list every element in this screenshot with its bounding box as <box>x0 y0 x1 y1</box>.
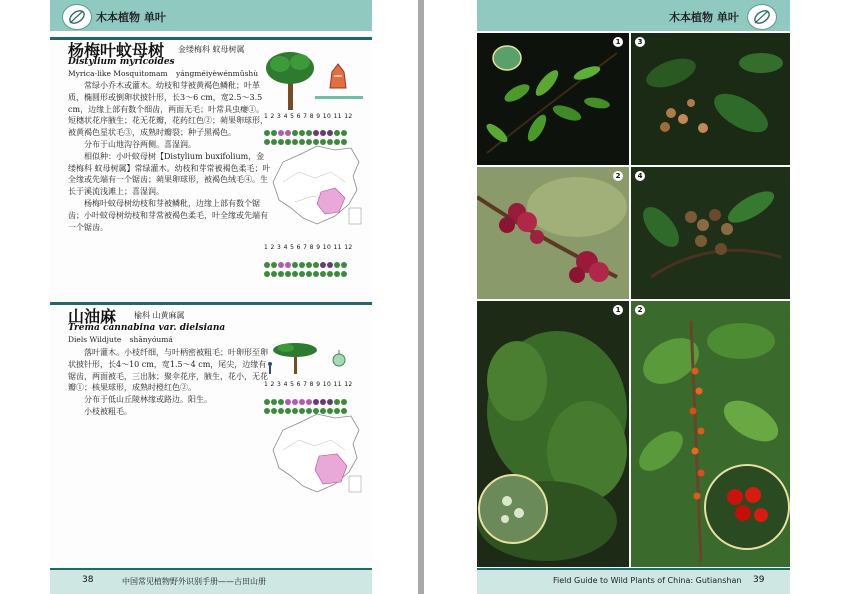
photo-number-label: 1 <box>613 37 623 47</box>
month-numbers: 1 2 3 4 5 6 7 8 9 10 11 12 <box>264 381 353 388</box>
species-latin-name: Distylium myricoides <box>68 57 175 67</box>
photo-number-label: 2 <box>635 305 645 315</box>
photo-number-label: 3 <box>635 37 645 47</box>
pinyin: yángméiyèwénmǔshù <box>175 69 259 78</box>
similar-flowering-row <box>264 253 348 261</box>
similar-fruiting-row <box>264 262 348 270</box>
left-page <box>50 0 372 594</box>
leaf-badge-icon <box>747 4 777 30</box>
description-paragraph: 小枝被粗毛。 <box>84 406 132 416</box>
distribution-map <box>265 410 365 496</box>
fruiting-months-row <box>264 399 348 407</box>
footer-text: 中国常见植物野外识别手册——古田山册 <box>122 577 266 586</box>
page-header <box>50 0 372 31</box>
footer-text: Field Guide to Wild Plants of China: Gutianshan <box>553 576 742 585</box>
species-description <box>68 347 271 418</box>
description-paragraph: 落叶灌木。小枝纤细，与叶柄密被粗毛；叶卵形至卵状披针形，长4～10 cm，宽1.5～4 cm，尾尖，边缘有锯齿，两面被毛，三出脉；聚伞花序，腋生，花小，无花瓣①；核果球形，成熟时橙红色②。 <box>68 348 268 393</box>
description-paragraph: 分布于山地沟谷两侧。喜湿润。 <box>84 139 196 149</box>
photo-number-label: 2 <box>613 171 623 181</box>
shrub-habit-icon <box>264 340 320 376</box>
species-english-name <box>68 69 258 78</box>
pinyin: shānyóumá <box>129 335 173 344</box>
photo-leafy-branch <box>477 33 629 165</box>
fruit-icon <box>331 348 347 368</box>
species-latin-name: Trema cannabina var. dielsiana <box>68 323 226 333</box>
english-name: Myrica-like Mosquitomam <box>68 69 168 78</box>
photo-number-label: 1 <box>613 305 623 315</box>
fruit-capsule-icon <box>328 62 348 90</box>
species-family: 榆科 山黄麻属 <box>134 311 185 320</box>
month-numbers: 1 2 3 4 5 6 7 8 9 10 11 12 <box>264 113 353 120</box>
photo-number-label: 4 <box>635 171 645 181</box>
leaf-badge-icon <box>62 4 92 30</box>
species-family: 金缕梅科 蚊母树属 <box>178 45 245 54</box>
species-title: 山油麻 <box>68 307 117 326</box>
species-title: 杨梅叶蚊母树 <box>68 41 165 60</box>
photo-brown-fruits <box>631 167 790 299</box>
page-header <box>477 0 790 31</box>
photo-shrub-habit <box>477 301 629 567</box>
species-description <box>68 80 271 233</box>
description-paragraph: 常绿小乔木或灌木。幼枝和芽被黄褐色鳞秕；叶革质，椭圆形或倒卵状披针形，长3～6 cm，宽2.5～3.5 cm，边缘上部有数个细齿，两面无毛；叶常具虫瘿①。短穗状花序腋生；花无花瓣，花药红色②；蒴果卵球形，被黄褐色星状毛③，成熟时瓣裂；种子黑褐色。 <box>68 81 268 138</box>
description-paragraph: 分布于低山丘陵林缘或路边。阳生。 <box>84 395 212 405</box>
description-paragraph: 相似种：小叶蚊母树【Distylium buxifolium，金缕梅科 蚊母树属】常绿灌木。幼枝和芽常被褐色柔毛；叶全缘或先端有一个锯齿；蒴果卵球形，被褐色绒毛④。生长于溪流浅滩上；喜湿润。 <box>68 151 271 197</box>
species-english-name <box>68 335 173 344</box>
english-name: Diels Wildjute <box>68 335 122 344</box>
tree-habit-icon <box>262 44 322 112</box>
photo-red-flowers <box>477 167 629 299</box>
distribution-map <box>265 142 365 228</box>
header-title: 木本植物 单叶 <box>96 11 166 24</box>
page-number: 39 <box>753 575 765 585</box>
photo-fruit-capsules <box>631 33 790 165</box>
page-number: 38 <box>82 575 94 585</box>
color-bar <box>315 96 363 99</box>
flowering-months-row <box>264 121 348 129</box>
fruiting-months-row <box>264 130 348 138</box>
description-paragraph: 杨梅叶蚊母树幼枝和芽被鳞秕，边缘上部有数个锯齿；小叶蚊母树幼枝和芽常被褐色柔毛，叶全缘或先端有一个锯齿。 <box>68 198 268 232</box>
photo-orange-fruits <box>631 301 790 567</box>
month-numbers-similar: 1 2 3 4 5 6 7 8 9 10 11 12 <box>264 244 353 251</box>
right-page <box>477 0 790 594</box>
flowering-months-row <box>264 390 348 398</box>
page-gutter <box>418 0 424 594</box>
header-title: 木本植物 单叶 <box>669 11 739 24</box>
